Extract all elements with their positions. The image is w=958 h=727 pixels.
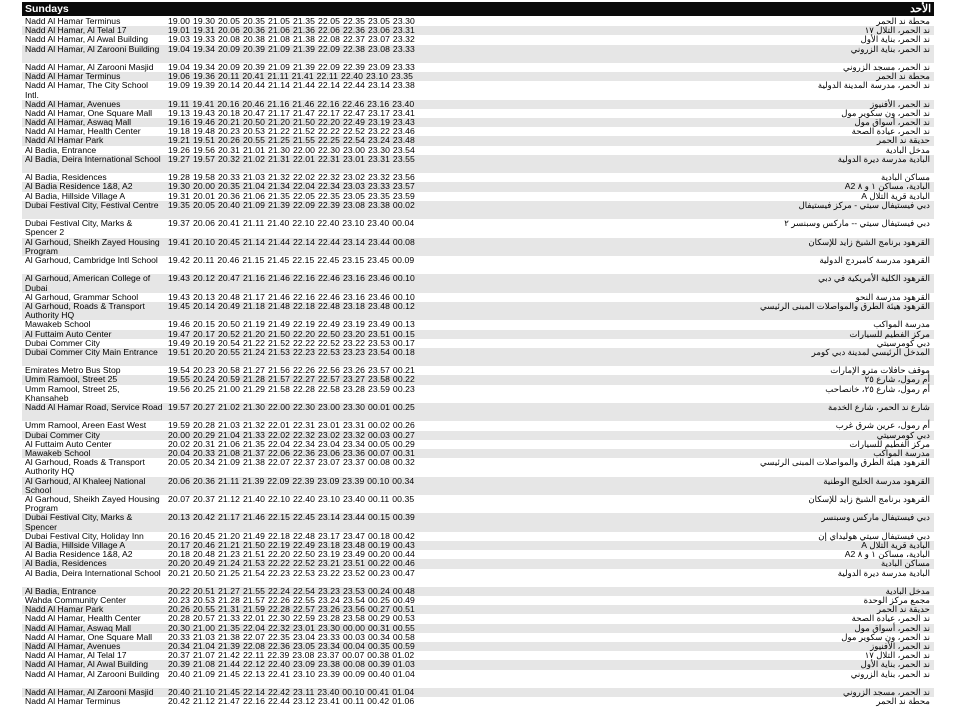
stop-name-ar: أم رمول، شارع ٢٥، خانصاحب xyxy=(825,383,930,394)
table-row xyxy=(22,348,934,366)
stop-name-ar: دبي فيستيفال ماركس وسبنسر xyxy=(821,512,930,523)
day-label-en: Sundays xyxy=(25,3,69,15)
table-row xyxy=(22,513,934,531)
stop-times: 19.18 19.48 20.23 20.53 21.22 21.52 22.22 22.52 23.22 23.46 xyxy=(168,126,415,137)
stop-name-en: Umm Ramool, Street 25, Khansaheb xyxy=(25,383,120,403)
table-row xyxy=(22,72,934,81)
stop-times: 19.46 20.15 20.50 21.19 21.49 22.19 22.49 23.19 23.49 00.13 xyxy=(168,319,415,330)
table-row xyxy=(22,403,934,421)
stop-name-en: Nadd Al Hamar, Al Zarooni Masjid xyxy=(25,686,154,697)
stop-name-ar: حديقة ند الحمر xyxy=(876,604,930,615)
stop-times: 19.54 20.23 20.58 21.27 21.56 22.26 22.56 23.26 23.57 00.21 xyxy=(168,365,415,376)
stop-times: 20.23 20.53 21.28 21.57 22.26 22.55 23.24 23.54 00.25 00.49 xyxy=(168,595,415,606)
stop-name-ar: ند الحمر، مدرسة المدينة الدولية xyxy=(817,80,930,91)
stop-name-en: Al Garhoud, Sheikh Zayed Housing Program xyxy=(25,236,160,256)
stop-name-en: Dubai Festival City, Holiday Inn xyxy=(25,530,144,541)
timetable xyxy=(22,17,934,706)
table-row xyxy=(22,605,934,614)
stop-name-ar: البادية، مساكن ١ و ٨ A2 xyxy=(844,549,930,560)
stop-name-en: Al Garhoud, Al Khaleej National School xyxy=(25,475,146,495)
table-row xyxy=(22,274,934,292)
table-row xyxy=(22,173,934,182)
table-row xyxy=(22,127,934,136)
stop-times: 20.39 21.08 21.44 22.12 22.40 23.09 23.38 00.08 00.39 01.03 xyxy=(168,659,415,670)
stop-name-en: Nadd Al Hamar, Health Center xyxy=(25,126,141,137)
stop-name-ar: البادية قرية التلال A xyxy=(861,539,930,550)
stop-name-en: Umm Ramool, Street 25 xyxy=(25,374,118,385)
stop-name-ar: مدرسة المواكب xyxy=(873,448,930,458)
stop-times: 19.43 20.13 20.48 21.17 21.46 22.16 22.46 23.16 23.46 00.10 xyxy=(168,291,415,302)
stop-name-ar: القرهود مدرسة كامبردج الدولية xyxy=(819,254,930,265)
stop-name-ar: ند الحمر، بناية الأول xyxy=(860,659,930,670)
stop-name-ar: ند الحمر، أسواق مول xyxy=(854,622,930,633)
stop-times: 20.21 20.50 21.25 21.54 22.23 22.53 23.22 23.52 00.23 00.47 xyxy=(168,567,415,578)
stop-name-en: Umm Ramool, Areen East West xyxy=(25,420,147,431)
stop-name-ar: مجمع مركز الوحدة xyxy=(863,595,930,606)
stop-times: 19.51 20.20 20.55 21.24 21.53 22.23 22.53 23.23 23.54 00.18 xyxy=(168,346,415,357)
stop-times: 20.28 20.57 21.33 22.01 22.30 22.59 23.28 23.58 00.29 00.53 xyxy=(168,613,415,624)
stop-name-ar: مدرسة المواكب xyxy=(873,319,930,330)
table-row xyxy=(22,477,934,495)
stop-times: 20.30 21.00 21.35 22.04 22.32 23.01 23.30 00.00 00.31 00.55 xyxy=(168,622,415,633)
table-row xyxy=(22,421,934,430)
schedule-header xyxy=(22,2,934,16)
stop-name-ar: دبي فيستيفال سيتي - مركز فيستيفال xyxy=(798,199,930,210)
table-row xyxy=(22,182,934,191)
stop-times: 19.41 20.10 20.45 21.14 21.44 22.14 22.44 23.14 23.44 00.08 xyxy=(168,236,415,247)
stop-name-ar: البادية، مساكن ١ و ٨ A2 xyxy=(844,181,930,192)
stop-name-ar: محطة ند الحمر xyxy=(876,16,930,26)
table-row xyxy=(22,670,934,688)
stop-name-ar: مساكن البادية xyxy=(881,558,930,569)
stop-name-en: Nadd Al Hamar, The City School Intl. xyxy=(25,80,149,100)
stop-times: 19.49 20.19 20.54 21.22 21.52 22.22 22.52 23.22 23.53 00.17 xyxy=(168,337,415,348)
stop-times: 19.45 20.14 20.49 21.18 21.48 22.18 22.48 23.18 23.48 00.12 xyxy=(168,300,415,311)
table-row xyxy=(22,624,934,633)
stop-name-en: Nadd Al Hamar Park xyxy=(25,604,104,615)
table-row xyxy=(22,109,934,118)
table-row xyxy=(22,26,934,35)
stop-name-ar: ند الحمر، بناية الزروني xyxy=(850,668,930,679)
stop-name-en: Nadd Al Hamar Road, Service Road xyxy=(25,402,163,413)
table-row xyxy=(22,238,934,256)
stop-times: 20.17 20.46 21.21 21.50 22.19 22.49 23.18 23.48 00.19 00.43 xyxy=(168,539,415,550)
stop-name-en: Al Badia Residence 1&8, A2 xyxy=(25,181,133,192)
stop-name-en: Al Garhoud, Sheikh Zayed Housing Program xyxy=(25,493,160,514)
stop-name-ar: القرهود برنامج الشيخ زايد للإسكان xyxy=(808,493,930,504)
stop-times: 20.07 20.37 21.12 21.40 22.10 22.40 23.10 23.40 00.11 00.35 xyxy=(168,493,415,504)
table-row xyxy=(22,201,934,219)
stop-name-en: Nadd Al Hamar, One Square Mall xyxy=(25,107,153,118)
stop-name-en: Nadd Al Hamar Terminus xyxy=(25,16,121,26)
stop-name-en: Al Garhoud, Roads & Transport Authority HQ xyxy=(25,300,145,321)
stop-name-ar: القرهود برنامج الشيخ زايد للإسكان xyxy=(808,236,930,247)
stop-name-en: Dubai Commer City Main Entrance xyxy=(25,346,158,357)
stop-name-en: Dubai Commer City xyxy=(25,337,100,348)
table-row xyxy=(22,596,934,605)
stop-name-ar: محطة ند الحمر xyxy=(876,696,930,707)
stop-name-en: Nadd Al Hamar, Avenues xyxy=(25,641,121,652)
stop-name-en: Al Badia, Entrance xyxy=(25,585,97,596)
table-row xyxy=(22,17,934,26)
table-row xyxy=(22,495,934,513)
table-row xyxy=(22,458,934,476)
stop-name-ar: البادية مدرسة ديرة الدولية xyxy=(837,567,930,578)
stop-times: 20.04 20.33 21.08 21.37 22.06 22.36 23.06 23.36 00.07 00.31 xyxy=(168,448,415,458)
table-row xyxy=(22,63,934,72)
stop-name-en: Dubai Festival City, Festival Centre xyxy=(25,199,159,210)
table-row xyxy=(22,385,934,403)
stop-name-ar: ند الحمر، عيادة الصحة xyxy=(851,613,930,624)
stop-times: 19.21 19.51 20.26 20.55 21.25 21.55 22.25 22.54 23.24 23.48 xyxy=(168,135,415,146)
stop-name-en: Al Badia, Entrance xyxy=(25,144,97,155)
stop-times: 19.09 19.39 20.14 20.44 21.14 21.44 22.14 22.44 23.14 23.38 xyxy=(168,80,415,91)
stop-name-ar: القرهود مدرسة الخليج الوطنية xyxy=(823,475,930,486)
stop-name-en: Al Badia, Hillside Village A xyxy=(25,539,126,550)
stop-name-en: Nadd Al Hamar, Al Zarooni Building xyxy=(25,43,160,54)
stop-name-en: Al Badia, Deira International School xyxy=(25,153,161,164)
stop-name-en: Nadd Al Hamar, One Square Mall xyxy=(25,631,153,642)
table-row xyxy=(22,339,934,348)
table-row xyxy=(22,569,934,587)
table-row xyxy=(22,651,934,660)
stop-times: 20.40 21.10 21.45 22.14 22.42 23.11 23.40 00.10 00.41 01.04 xyxy=(168,686,415,697)
stop-times: 20.06 20.36 21.11 21.39 22.09 22.39 23.09 23.39 00.10 00.34 xyxy=(168,475,415,486)
stop-name-ar: البادية مدرسة ديرة الدولية xyxy=(837,153,930,164)
stop-name-en: Nadd Al Hamar, Aswaq Mall xyxy=(25,622,132,633)
table-row xyxy=(22,587,934,596)
stop-name-ar: ند الحمر، مسجد الزروني xyxy=(842,61,930,72)
stop-name-ar: مساكن البادية xyxy=(881,172,930,183)
stop-times: 19.42 20.11 20.46 21.15 21.45 22.15 22.45 23.15 23.45 00.09 xyxy=(168,254,415,265)
stop-name-en: Nadd Al Hamar, Aswaq Mall xyxy=(25,117,132,128)
table-row xyxy=(22,118,934,127)
stop-name-en: Al Badia, Residences xyxy=(25,172,107,183)
stop-times: 20.40 21.09 21.45 22.13 22.41 23.10 23.39 00.09 00.40 01.04 xyxy=(168,668,415,679)
stop-times: 20.02 20.31 21.06 21.35 22.04 22.34 23.04 23.34 00.05 00.29 xyxy=(168,438,415,449)
stop-name-ar: ند الحمر، مسجد الزروني xyxy=(842,686,930,697)
stop-name-ar: مركز الفطيم للسيارات xyxy=(849,328,930,339)
stop-name-ar: ند الحمر، أسواق مول xyxy=(854,117,930,128)
stop-name-en: Nadd Al Hamar, Al Awal Building xyxy=(25,659,149,670)
stop-name-en: Al Garhoud, Roads & Transport Authority HQ xyxy=(25,457,145,477)
stop-times: 20.18 20.48 21.23 21.51 22.20 22.50 23.19 23.49 00.20 00.44 xyxy=(168,549,415,560)
table-row xyxy=(22,219,934,237)
stop-name-en: Dubai Commer City xyxy=(25,429,100,440)
stop-name-ar: المدخل الرئيسي لمدينة دبي كومر xyxy=(811,346,930,357)
stop-times: 19.13 19.43 20.18 20.47 21.17 21.47 22.17 22.47 23.17 23.41 xyxy=(168,107,415,118)
table-row xyxy=(22,440,934,449)
stop-times: 20.22 20.51 21.27 21.55 22.24 22.54 23.23 23.53 00.24 00.48 xyxy=(168,585,415,596)
stop-times: 19.57 20.27 21.02 21.30 22.00 22.30 23.00 23.30 00.01 00.25 xyxy=(168,402,415,413)
stop-name-en: Nadd Al Hamar, Al Telal 17 xyxy=(25,650,127,661)
stop-name-en: Nadd Al Hamar, Al Zarooni Building xyxy=(25,668,160,679)
stop-times: 19.01 19.31 20.06 20.36 21.06 21.36 22.06 22.36 23.06 23.31 xyxy=(168,25,415,36)
stop-name-ar: محطة ند الحمر xyxy=(876,71,930,82)
stop-name-en: Al Badia, Residences xyxy=(25,558,107,569)
table-row xyxy=(22,45,934,63)
table-row xyxy=(22,366,934,375)
stop-name-ar: مدخل البادية xyxy=(885,585,930,596)
stop-name-ar: ند الحمر، الأفنيوز xyxy=(870,98,930,109)
table-row xyxy=(22,100,934,109)
stop-name-ar: ند الحمر، بناية الزروني xyxy=(850,43,930,54)
stop-times: 19.26 19.56 20.31 21.01 21.30 22.00 22.30 23.00 23.30 23.54 xyxy=(168,144,415,155)
stop-times: 19.43 20.12 20.47 21.16 21.46 22.16 22.46 23.16 23.46 00.10 xyxy=(168,273,415,284)
stop-times: 20.37 21.07 21.42 22.11 22.39 23.08 23.37 00.07 00.38 01.02 xyxy=(168,650,415,661)
stop-times: 20.33 21.03 21.38 22.07 22.35 23.04 23.33 00.03 00.34 00.58 xyxy=(168,631,415,642)
table-row xyxy=(22,155,934,173)
stop-times: 20.20 20.49 21.24 21.53 22.22 22.52 23.21 23.51 00.22 00.46 xyxy=(168,558,415,569)
table-row xyxy=(22,330,934,339)
table-row xyxy=(22,375,934,384)
stop-name-en: Nadd Al Hamar Park xyxy=(25,135,104,146)
stop-name-ar: دبي فيستيفال سيتي -- ماركس وسبنسر ٢ xyxy=(784,218,930,229)
stop-name-ar: أم رمول، شارع ٢٥ xyxy=(864,374,930,385)
stop-times: 19.30 20.00 20.35 21.04 21.34 22.04 22.34 23.03 23.33 23.57 xyxy=(168,181,415,192)
table-row xyxy=(22,697,934,706)
stop-times: 19.27 19.57 20.32 21.02 21.31 22.01 22.31 23.01 23.31 23.55 xyxy=(168,153,415,164)
stop-times: 19.55 20.24 20.59 21.28 21.57 22.27 22.57 23.27 23.58 00.22 xyxy=(168,374,415,385)
table-row xyxy=(22,532,934,541)
stop-name-ar: دبي كومرسيتي xyxy=(876,337,930,348)
stop-name-ar: أم رمول، عرين شرق غرب xyxy=(835,420,930,431)
table-row xyxy=(22,550,934,559)
stop-name-ar: ند الحمر، ون سكوير مول xyxy=(841,107,930,118)
table-row xyxy=(22,642,934,651)
table-row xyxy=(22,541,934,550)
stop-name-en: Al Badia Residence 1&8, A2 xyxy=(25,549,133,560)
stop-times: 19.28 19.58 20.33 21.03 21.32 22.02 22.32 23.02 23.32 23.56 xyxy=(168,172,415,183)
stop-name-ar: ند الحمر، التلال ١٧ xyxy=(864,25,930,36)
stop-times: 19.04 19.34 20.09 20.39 21.09 21.39 22.09 22.39 23.09 23.33 xyxy=(168,61,415,72)
stop-name-ar: موقف حافلات مترو الإمارات xyxy=(830,365,930,376)
table-row xyxy=(22,302,934,320)
stop-times: 20.05 20.34 21.09 21.38 22.07 22.37 23.07 23.37 00.08 00.32 xyxy=(168,457,415,468)
stop-times: 20.26 20.55 21.31 21.59 22.28 22.57 23.26 23.56 00.27 00.51 xyxy=(168,604,415,615)
stop-name-ar: ند الحمر، التلال ١٧ xyxy=(864,650,930,661)
table-row xyxy=(22,633,934,642)
stop-name-ar: مركز الفطيم للسيارات xyxy=(849,438,930,449)
stop-times: 19.31 20.01 20.36 21.06 21.35 22.05 22.35 23.05 23.35 23.59 xyxy=(168,190,415,201)
stop-times: 20.16 20.45 21.20 21.49 22.18 22.48 23.17 23.47 00.18 00.42 xyxy=(168,530,415,541)
table-row xyxy=(22,136,934,145)
table-row xyxy=(22,688,934,697)
table-row xyxy=(22,614,934,623)
stop-times: 20.42 21.12 21.47 22.16 22.44 23.12 23.41 00.11 00.42 01.06 xyxy=(168,696,415,707)
stop-name-en: Al Badia, Deira International School xyxy=(25,567,161,578)
stop-times: 19.16 19.46 20.21 20.50 21.20 21.50 22.20 22.49 23.19 23.43 xyxy=(168,117,415,128)
stop-name-ar: ند الحمر، الأفنيوز xyxy=(870,641,930,652)
stop-times: 19.47 20.17 20.52 21.20 21.50 22.20 22.50 23.20 23.51 00.15 xyxy=(168,328,415,339)
stop-name-en: Al Garhoud, American College of Dubai xyxy=(25,273,151,293)
stop-name-en: Nadd Al Hamar, Al Zarooni Masjid xyxy=(25,61,154,72)
stop-name-ar: البادية قرية التلال A xyxy=(861,190,930,201)
stop-name-en: Dubai Festival City, Marks & Spencer 2 xyxy=(25,218,133,238)
stop-name-en: Wahda Community Center xyxy=(25,595,126,606)
table-row xyxy=(22,320,934,329)
stop-times: 19.35 20.05 20.40 21.09 21.39 22.09 22.39 23.08 23.38 00.02 xyxy=(168,199,415,210)
stop-name-en: Nadd Al Hamar, Health Center xyxy=(25,613,141,624)
stop-times: 19.06 19.36 20.11 20.41 21.11 21.41 22.11 22.40 23.10 23.35 xyxy=(168,71,414,82)
stop-times: 19.11 19.41 20.16 20.46 21.16 21.46 22.16 22.46 23.16 23.40 xyxy=(168,98,415,109)
stop-name-en: Emirates Metro Bus Stop xyxy=(25,365,121,376)
stop-name-en: Al Futtaim Auto Center xyxy=(25,438,112,449)
stop-name-ar: ند الحمر، بناية الأول xyxy=(860,34,930,45)
stop-name-en: Nadd Al Hamar, Al Awal Building xyxy=(25,34,149,45)
stop-name-ar: حديقة ند الحمر xyxy=(876,135,930,146)
stop-name-ar: القرهود هيئة الطرق والمواصلات المبنى الرئيسي xyxy=(760,457,930,468)
stop-name-en: Al Badia, Hillside Village A xyxy=(25,190,126,201)
table-row xyxy=(22,81,934,99)
stop-name-en: Nadd Al Hamar Terminus xyxy=(25,71,121,82)
day-label-ar: الأحد xyxy=(910,3,931,15)
stop-times: 20.13 20.42 21.17 21.46 22.15 22.45 23.14 23.44 00.15 00.39 xyxy=(168,512,415,523)
stop-name-ar: مدخل البادية xyxy=(885,144,930,155)
stop-times: 19.00 19.30 20.05 20.35 21.05 21.35 22.05 22.35 23.05 23.30 xyxy=(168,16,415,26)
stop-name-en: Al Garhoud, Cambridge Intl School xyxy=(25,254,158,265)
stop-name-ar: شارع ند الحمر، شارع الخدمة xyxy=(828,402,930,413)
stop-name-ar: القرهود الكلية الأمريكية في دبي xyxy=(818,273,930,284)
stop-name-ar: دبي كومرسيتي xyxy=(876,429,930,440)
stop-times: 19.03 19.33 20.08 20.38 21.08 21.38 22.08 22.37 23.07 23.32 xyxy=(168,34,415,45)
stop-times: 19.56 20.25 21.00 21.29 21.58 22.28 22.58 23.28 23.59 00.23 xyxy=(168,383,415,394)
stop-times: 20.34 21.04 21.39 22.08 22.36 23.05 23.34 00.04 00.35 00.59 xyxy=(168,641,415,652)
table-row xyxy=(22,431,934,440)
stop-times: 19.59 20.28 21.03 21.32 22.01 22.31 23.01 23.31 00.02 00.26 xyxy=(168,420,415,431)
stop-times: 19.37 20.06 20.41 21.11 21.40 22.10 22.40 23.10 23.40 00.04 xyxy=(168,218,415,229)
stop-name-en: Nadd Al Hamar, Avenues xyxy=(25,98,121,109)
stop-name-ar: القرهود هيئة الطرق والمواصلات المبنى الرئيسي xyxy=(760,300,930,311)
stop-name-en: Al Futtaim Auto Center xyxy=(25,328,112,339)
stop-times: 20.00 20.29 21.04 21.33 22.02 22.32 23.02 23.32 00.03 00.27 xyxy=(168,429,415,440)
stop-name-ar: دبي فيستيفال سيتي هوليداي إن xyxy=(818,530,930,541)
stop-name-ar: ند الحمر، ون سكوير مول xyxy=(841,631,930,642)
stop-name-ar: القرهود مدرسة النحو xyxy=(855,291,930,302)
stop-name-en: Mawakeb School xyxy=(25,448,91,458)
stop-name-en: Dubai Festival City, Marks & Spencer xyxy=(25,512,133,532)
stop-name-en: Al Garhoud, Grammar School xyxy=(25,291,139,302)
stop-name-ar: ند الحمر، عيادة الصحة xyxy=(851,126,930,137)
stop-times: 19.04 19.34 20.09 20.39 21.09 21.39 22.09 22.38 23.08 23.33 xyxy=(168,43,415,54)
table-row xyxy=(22,256,934,274)
stop-name-en: Nadd Al Hamar, Al Telal 17 xyxy=(25,25,127,36)
stop-name-en: Mawakeb School xyxy=(25,319,91,330)
stop-name-en: Nadd Al Hamar Terminus xyxy=(25,696,121,707)
